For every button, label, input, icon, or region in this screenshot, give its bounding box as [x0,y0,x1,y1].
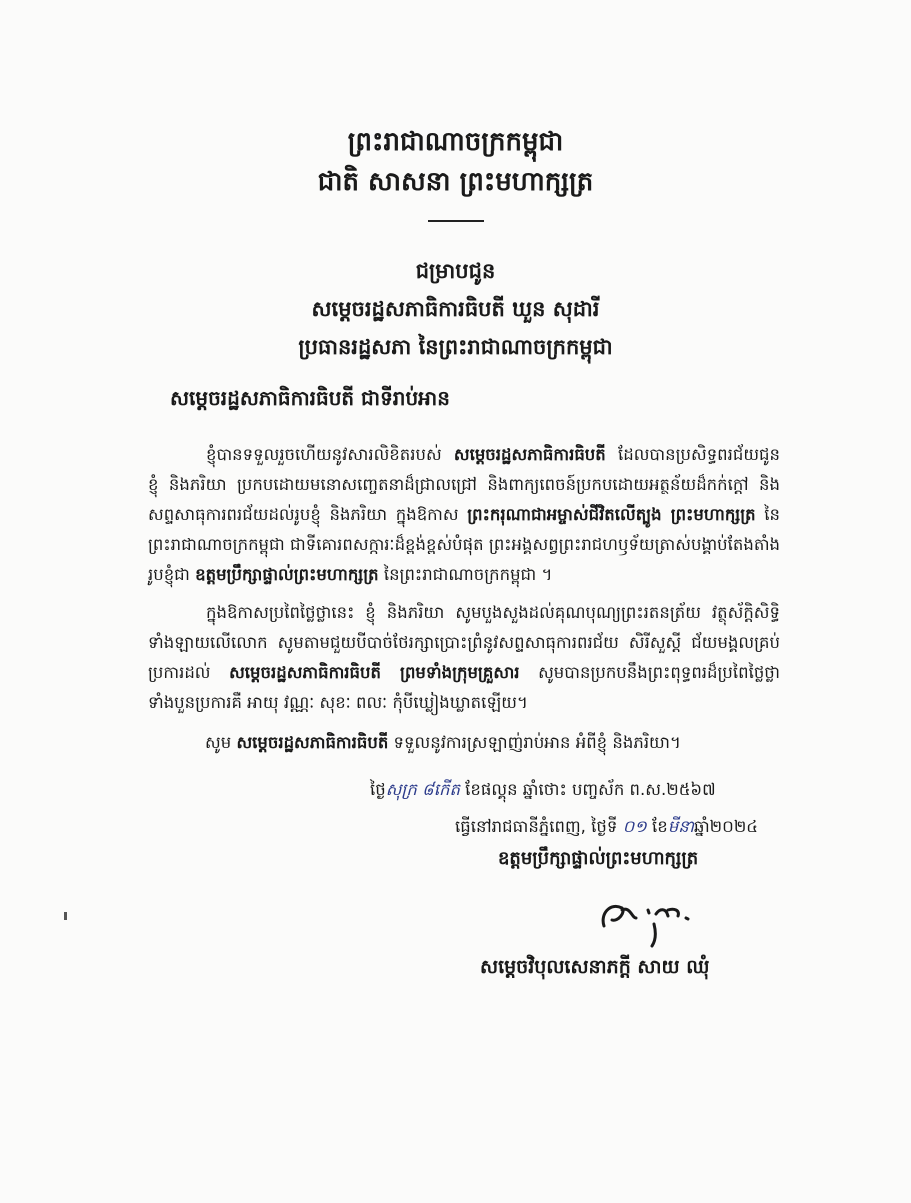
handwritten-signature [596,888,706,948]
recipient-title: ប្រធានរដ្ឋសភា នៃព្រះរាជាណាចក្រកម្ពុជា [298,335,613,359]
body-text-span: ក្នុងឱកាសប្រពៃថ្លៃថ្លានេះ ខ្ញុំ និងភរិយា សូមបួងសួងដល់គុណបុណ្យព្រះរតនត្រ័យ វត្ថុស័ក្តិសិទ្ធិទាំងឡាយលើលោក សូមតាមជួយបីបាច់ថែរក្សាប្រោះព្រំនូវសព្ទសាធុការពរជ័យ សិរីសួស្តី ជ័យមង្គលគ្រប់ប្រការដល់ [148,603,780,682]
recipient-name: សម្តេចរដ្ឋសភាធិការធិបតី ឃួន សុដារី [311,297,600,321]
solar-date-month: មីនា [667,817,694,836]
lunar-date-handwritten: សុក្រ ៨កើត [385,780,460,799]
solar-date-day: ០១ [622,817,647,836]
closing-text: ទទួលនូវការស្រឡាញ់រាប់អាន អំពីខ្ញុំ និងភរិយា។ [388,733,681,752]
kingdom-name: ព្រះរាជាណាចក្រកម្ពុជា [347,127,564,157]
recipient-block [0,252,911,366]
body-text-span: សូមបានប្រកបនឹងព្រះពុទ្ធពរដ៏ប្រពៃថ្លៃថ្លាទាំងបួនប្រការគឺ អាយុ វណ្ណៈ សុខៈ ពលៈ កុំបីឃ្លៀងឃ្លាតឡើយ។ [148,663,781,712]
body-bold-span: សម្តេចរដ្ឋសភាធិការធិបតី ព្រមទាំងក្រុមគ្រួសារ [229,663,520,682]
body-text-span: ខ្ញុំបានទទួលរួចហើយនូវសារលិខិតរបស់ [206,445,454,464]
body-paragraph-2 [148,598,780,718]
solar-date-middle: ខែ [646,817,668,836]
solar-date [455,817,758,841]
body-bold-span: សម្តេចរដ្ឋសភាធិការធិបតី [453,445,606,464]
lunar-date-prefix: ថ្ងៃ [370,780,386,799]
closing-bold: សម្តេចរដ្ឋសភាធិការធិបតី [236,733,389,752]
body-paragraph-1 [148,440,780,590]
lunar-date-suffix: ខែផល្គុន ឆ្នាំថោះ បញ្ចស័ក ព.ស.២៥៦៧ [459,780,716,799]
solar-date-year: ឆ្នាំ២០២៤ [693,817,758,836]
national-motto: ជាតិ សាសនា ព្រះមហាក្សត្រ [317,167,594,197]
letterhead [0,122,911,222]
salutation: សម្តេចរដ្ឋសភាធិការធិបតី ជាទីរាប់អាន [170,386,450,410]
body-text-span: ដែលបានប្រសិទ្ធពរជ័យជូន ខ្ញុំ និងភរិយា ប្រកបដោយមនោសញ្ចេតនាដ៏ជ្រាលជ្រៅ និងពាក្យពេចន៍ប្រកបដោយអត្ថន័យដ៏កក់ក្តៅ និងសព្ទសាធុការពរជ័យដល់រូបខ្ញុំ និងភរិយា ក្នុងឱកាស [148,445,781,524]
closing-text: សូម [205,733,237,752]
body-text-span: នៃព្រះរាជាណាចក្រកម្ពុជា ជាទីគោរពសក្ការៈដ៏ខ្ពង់ខ្ពស់បំផុត ព្រះអង្គសព្វព្រះរាជហឫទ័យត្រាស់បង្គាប់តែងតាំងរូបខ្ញុំជា [148,505,780,584]
body-bold-span: ព្រះករុណាជាអម្ចាស់ជីវិតលើត្បូង ព្រះមហាក្សត្រ [467,505,756,524]
respectfully-to: ជម្រាបជូន [415,259,496,283]
signer-name: សម្តេចវិបុលសេនាភក្តី សាយ ឈុំ [480,956,710,978]
closing-line [205,733,681,757]
body-bold-span: ឧត្តមប្រឹក្សាផ្ទាល់ព្រះមហាក្សត្រ [195,565,379,584]
scan-speck [64,912,67,920]
body-text-span: នៃព្រះរាជាណាចក្រកម្ពុជា ។ [378,565,553,584]
lunar-date [370,780,716,804]
solar-date-prefix: ធ្វើនៅរាជធានីភ្នំពេញ, ថ្ងៃទី [455,817,623,836]
letter-body [148,440,780,726]
header-divider [428,220,484,222]
signature-title: ឧត្តមប្រឹក្សាផ្ទាល់ព្រះមហាក្សត្រ [498,848,699,869]
